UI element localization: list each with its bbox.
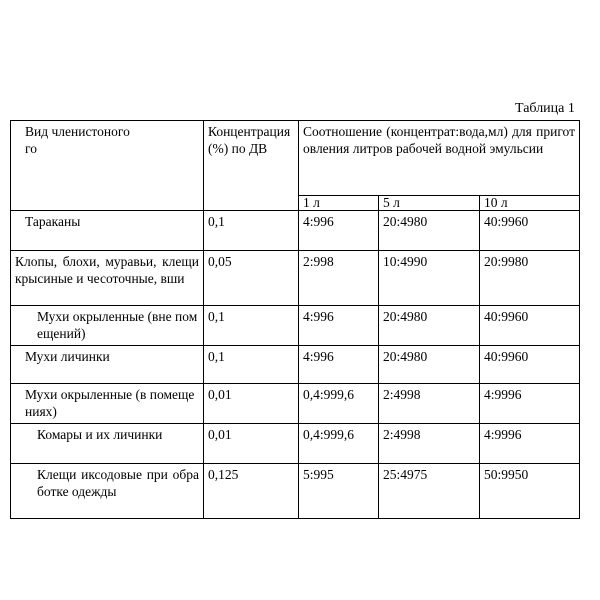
cell-volume-1: 5:995	[299, 464, 379, 519]
cell-volume-5: 2:4998	[379, 384, 480, 424]
cell-kind: Мухи окрыленные (вне помещений)	[11, 306, 204, 346]
header-volume-1: 1 л	[299, 196, 379, 211]
cell-volume-5: 20:4980	[379, 211, 480, 251]
cell-volume-5: 2:4998	[379, 424, 480, 464]
cell-concentration: 0,05	[204, 251, 299, 306]
cell-volume-1: 4:996	[299, 346, 379, 384]
table-row	[11, 306, 580, 346]
cell-volume-1: 0,4:999,6	[299, 384, 379, 424]
header-ratio: Соотношение (концентрат:вода,мл) для приготовления литров рабочей водной эмульсии	[299, 121, 580, 196]
cell-concentration: 0,125	[204, 464, 299, 519]
header-row	[11, 121, 580, 196]
cell-volume-5: 10:4990	[379, 251, 480, 306]
cell-concentration: 0,01	[204, 384, 299, 424]
table-row	[11, 346, 580, 384]
cell-volume-10: 4:9996	[480, 384, 580, 424]
cell-volume-10: 20:9980	[480, 251, 580, 306]
cell-kind: Комары и их личинки	[11, 424, 204, 464]
header-volume-5: 5 л	[379, 196, 480, 211]
cell-kind: Клопы, блохи, муравьи, клещи крысиные и чесоточные, вши	[11, 251, 204, 306]
table-row	[11, 211, 580, 251]
cell-kind: Мухи личинки	[11, 346, 204, 384]
data-table	[10, 120, 580, 519]
cell-volume-1: 4:996	[299, 306, 379, 346]
cell-concentration: 0,1	[204, 211, 299, 251]
table-row	[11, 464, 580, 519]
cell-kind: Тараканы	[11, 211, 204, 251]
cell-volume-10: 4:9996	[480, 424, 580, 464]
table-row	[11, 384, 580, 424]
cell-volume-10: 40:9960	[480, 306, 580, 346]
header-kind: Вид членистоногого	[11, 121, 204, 211]
cell-concentration: 0,1	[204, 306, 299, 346]
table-row	[11, 424, 580, 464]
cell-volume-5: 20:4980	[379, 346, 480, 384]
cell-kind: Мухи окрыленные (в помещениях)	[11, 384, 204, 424]
cell-concentration: 0,01	[204, 424, 299, 464]
cell-volume-5: 25:4975	[379, 464, 480, 519]
cell-concentration: 0,1	[204, 346, 299, 384]
header-volume-10: 10 л	[480, 196, 580, 211]
cell-volume-1: 2:998	[299, 251, 379, 306]
cell-volume-10: 40:9960	[480, 211, 580, 251]
cell-volume-10: 50:9950	[480, 464, 580, 519]
header-concentration: Концентрация (%) по ДВ	[204, 121, 299, 211]
cell-volume-10: 40:9960	[480, 346, 580, 384]
cell-kind: Клещи иксодовые при обработке одежды	[11, 464, 204, 519]
table-caption: Таблица 1	[515, 101, 575, 116]
cell-volume-1: 4:996	[299, 211, 379, 251]
table-row	[11, 251, 580, 306]
cell-volume-1: 0,4:999,6	[299, 424, 379, 464]
cell-volume-5: 20:4980	[379, 306, 480, 346]
